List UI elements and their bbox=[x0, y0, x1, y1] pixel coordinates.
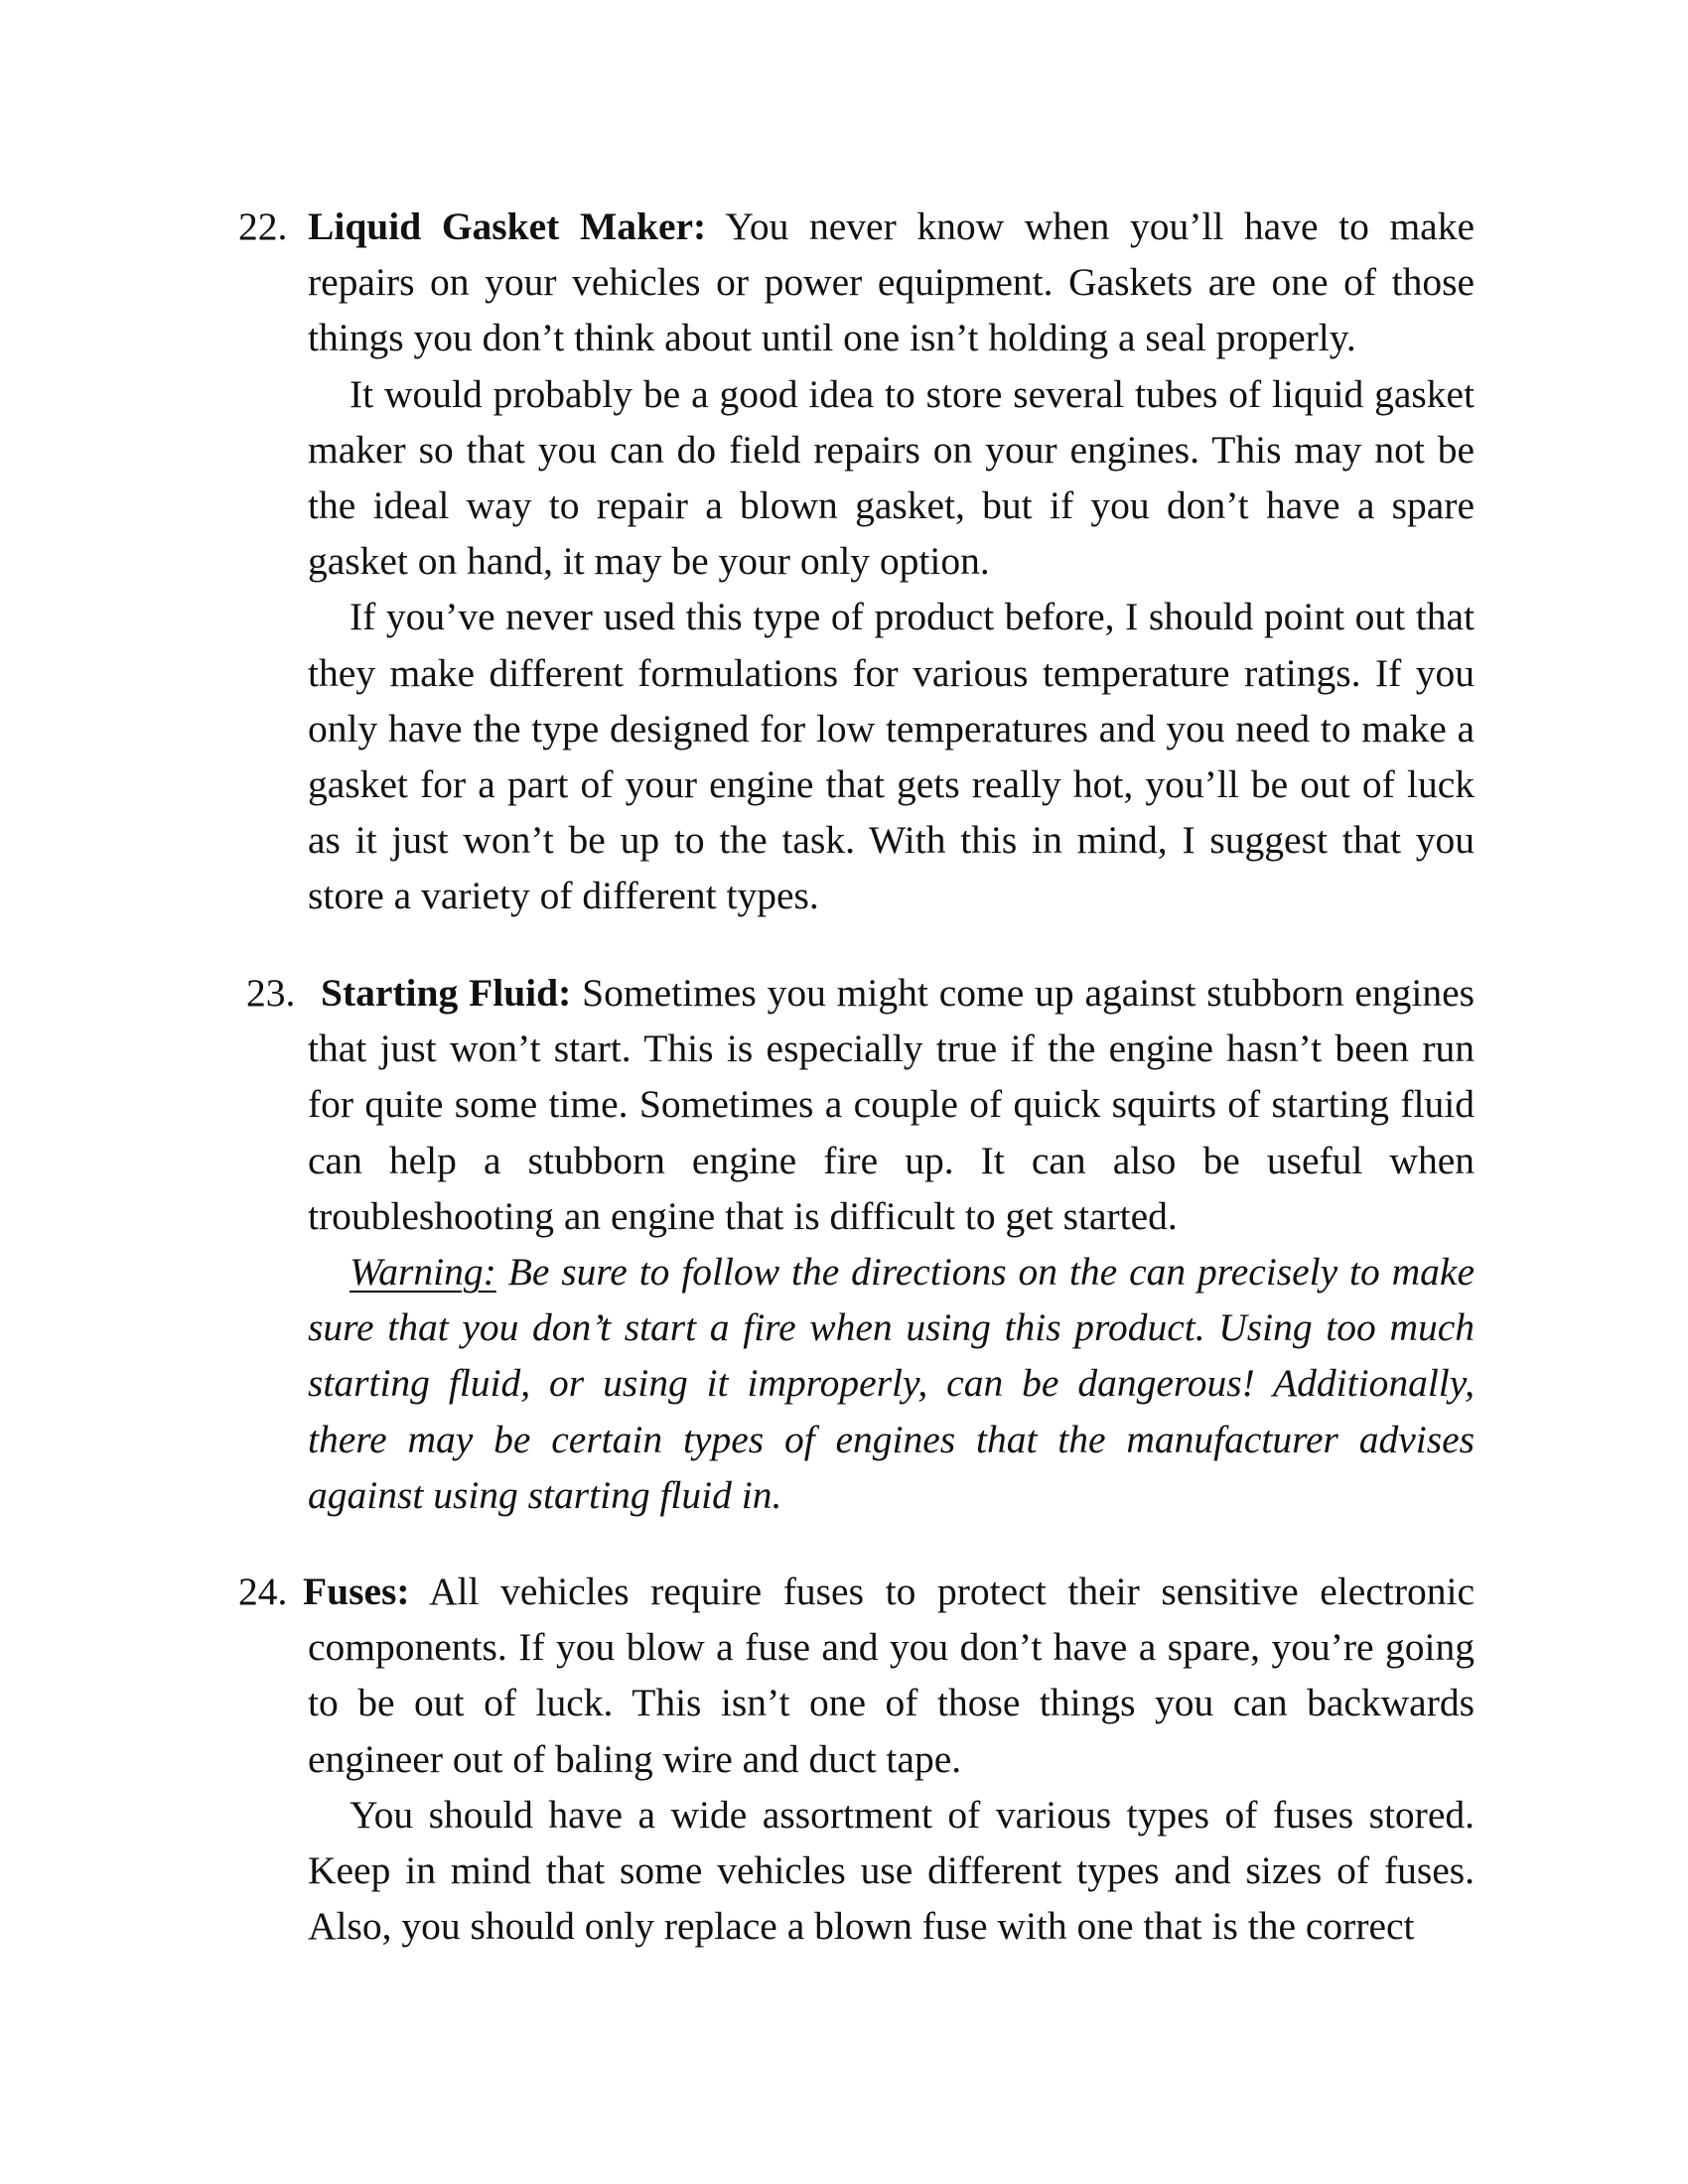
item-number: 23. bbox=[246, 971, 296, 1015]
item-heading: Fuses: bbox=[303, 1570, 410, 1613]
list-item-22 bbox=[238, 199, 1475, 924]
item-lead-paragraph bbox=[238, 965, 1475, 1244]
item-lead-text: You never know when you’ll have to make repairs on your vehicles or power equipment. Gaskets are one of those things you don’t think about until one isn’t holding a seal properly. bbox=[308, 205, 1475, 360]
item-lead-paragraph bbox=[238, 1564, 1475, 1787]
list-item-24 bbox=[238, 1564, 1475, 1954]
item-number: 22. bbox=[238, 205, 288, 248]
item-lead-paragraph bbox=[238, 199, 1475, 366]
item-lead-text: Sometimes you might come up against stubborn engines that just won’t start. This is especially true if the engine hasn’t been run for quite some time. Sometimes a couple of quick squirts of starting fluid can help a stubborn engine fire up. It can also be useful when troubleshooting an engine that is difficult to get started. bbox=[308, 971, 1476, 1238]
item-lead-text: All vehicles require fuses to protect their sensitive electronic components. If you blow a fuse and you don’t have a spare, you’re going to be out of luck. This isn’t one of those things you can backwards engineer out of baling wire and duct tape. bbox=[308, 1570, 1475, 1781]
item-heading: Starting Fluid: bbox=[321, 971, 572, 1015]
item-number: 24. bbox=[238, 1570, 288, 1613]
item-paragraph: If you’ve never used this type of product before, I should point out that they make different formulations for various temperature ratings. If you only have the type designed for low temperatures and you need to make a gasket for a part of your engine that gets really hot, you’ll be out of luck as it just won’t be up to the task. With this in mind, I suggest that you store a variety of different types. bbox=[308, 595, 1475, 918]
warning-text: Be sure to follow the directions on the can precisely to make sure that you don’t start a fire when using this product. Using too much starting fluid, or using it improperly, can be dangerous! Additionally, there may be certain types of engines that the manufacturer advises against using starting fluid in. bbox=[308, 1250, 1475, 1517]
list-item-23 bbox=[238, 965, 1475, 1523]
item-paragraph: You should have a wide assortment of various types of fuses stored. Keep in mind that some vehicles use different types and sizes of fuses. Also, you should only replace a blown fuse with one that is the correct bbox=[308, 1792, 1475, 1949]
item-heading: Liquid Gasket Maker: bbox=[308, 205, 707, 248]
warning-paragraph bbox=[238, 1244, 1475, 1523]
warning-label: Warning: bbox=[350, 1250, 496, 1295]
item-paragraph: It would probably be a good idea to store several tubes of liquid gasket maker so that you can do field repairs on your engines. This may not be the ideal way to repair a blown gasket, but if you don’t have a spare gasket on hand, it may be your only option. bbox=[308, 371, 1475, 584]
